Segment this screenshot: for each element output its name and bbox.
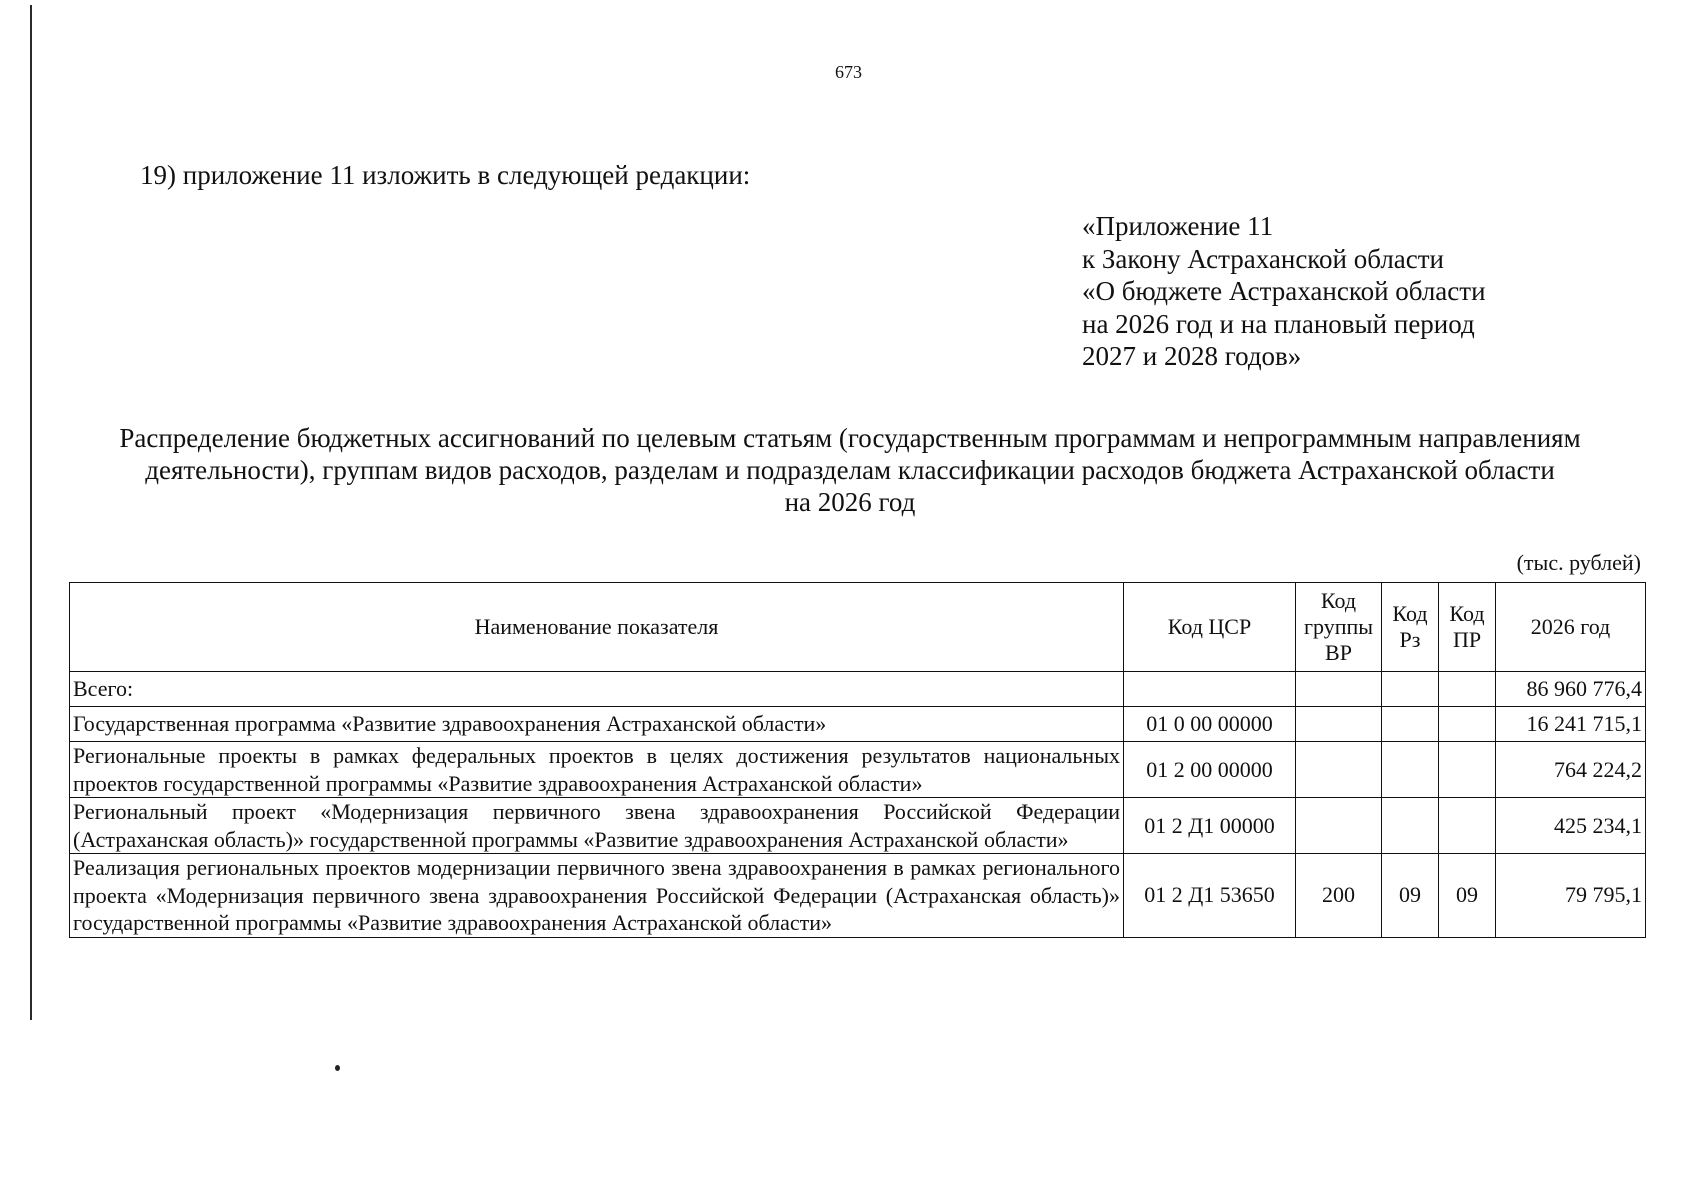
document-title <box>70 422 1630 518</box>
rz-code <box>1382 707 1439 742</box>
appendix-header-line: на 2026 год и на плановый период <box>1082 308 1475 339</box>
appendix-header-line: 2027 и 2028 годов» <box>1082 341 1302 371</box>
csr-code: 01 2 00 00000 <box>1124 742 1296 798</box>
table-row <box>70 742 1646 798</box>
table-row <box>70 854 1646 938</box>
appendix-header-line: «О бюджете Астраханской области <box>1082 276 1486 306</box>
document-title-line: Распределение бюджетных ассигнований по целевым статьям (государственным программам и непрограммным направлениям <box>119 423 1581 453</box>
csr-code <box>1124 672 1296 707</box>
indicator-name: Реализация региональных проектов модернизации первичного звена здравоохранения в рамках регионального проекта «Модернизация первичного звена здравоохранения Российской Федерации (Астраханская область)» государственной программы «Развитие здравоохранения Астраханской области» <box>70 854 1124 938</box>
amount-2026: 79 795,1 <box>1496 854 1646 938</box>
page-number: 673 <box>835 62 862 82</box>
vr-code <box>1296 672 1382 707</box>
header-vr-code: Код группы ВР <box>1296 583 1382 672</box>
amendment-intro: 19) приложение 11 изложить в следующей редакции: <box>140 160 751 190</box>
scan-dot-mark <box>335 1065 340 1071</box>
pr-code <box>1439 672 1496 707</box>
rz-code <box>1382 742 1439 798</box>
unit-label: (тыс. рублей) <box>1516 550 1641 575</box>
csr-code: 01 2 Д1 00000 <box>1124 798 1296 854</box>
header-rz-code: Код Рз <box>1382 583 1439 672</box>
indicator-name: Государственная программа «Развитие здравоохранения Астраханской области» <box>70 707 1124 742</box>
pr-code <box>1439 707 1496 742</box>
header-indicator-name: Наименование показателя <box>70 583 1124 672</box>
header-amount-2026: 2026 год <box>1496 583 1646 672</box>
document-title-line: на 2026 год <box>784 487 916 517</box>
table-row <box>70 707 1646 742</box>
scan-margin-line <box>30 5 32 1020</box>
table-row <box>70 798 1646 854</box>
vr-code: 200 <box>1296 854 1382 938</box>
csr-code: 01 0 00 00000 <box>1124 707 1296 742</box>
appendix-header-line: к Закону Астраханской области <box>1082 243 1445 274</box>
amount-2026: 86 960 776,4 <box>1496 672 1646 707</box>
pr-code: 09 <box>1439 854 1496 938</box>
pr-code <box>1439 742 1496 798</box>
rz-code <box>1382 798 1439 854</box>
appendix-header <box>1082 210 1486 373</box>
budget-allocation-table <box>69 582 1646 938</box>
pr-code <box>1439 798 1496 854</box>
document-title-line: деятельности), группам видов расходов, разделам и подразделам классификации расходов бюджета Астраханской области <box>145 455 1555 485</box>
table-row <box>70 672 1646 707</box>
appendix-header-line: «Приложение 11 <box>1082 211 1274 241</box>
amount-2026: 16 241 715,1 <box>1496 707 1646 742</box>
indicator-name: Региональные проекты в рамках федеральных проектов в целях достижения результатов национальных проектов государственной программы «Развитие здравоохранения Астраханской области» <box>70 742 1124 798</box>
header-csr-code: Код ЦСР <box>1124 583 1296 672</box>
vr-code <box>1296 707 1382 742</box>
csr-code: 01 2 Д1 53650 <box>1124 854 1296 938</box>
vr-code <box>1296 798 1382 854</box>
vr-code <box>1296 742 1382 798</box>
amount-2026: 764 224,2 <box>1496 742 1646 798</box>
rz-code <box>1382 672 1439 707</box>
amount-2026: 425 234,1 <box>1496 798 1646 854</box>
header-pr-code: Код ПР <box>1439 583 1496 672</box>
indicator-name: Региональный проект «Модернизация первичного звена здравоохранения Российской Федерации (Астраханская область)» государственной программы «Развитие здравоохранения Астраханской области» <box>70 798 1124 854</box>
rz-code: 09 <box>1382 854 1439 938</box>
indicator-name: Всего: <box>70 672 1124 707</box>
table-header-row <box>70 583 1646 672</box>
